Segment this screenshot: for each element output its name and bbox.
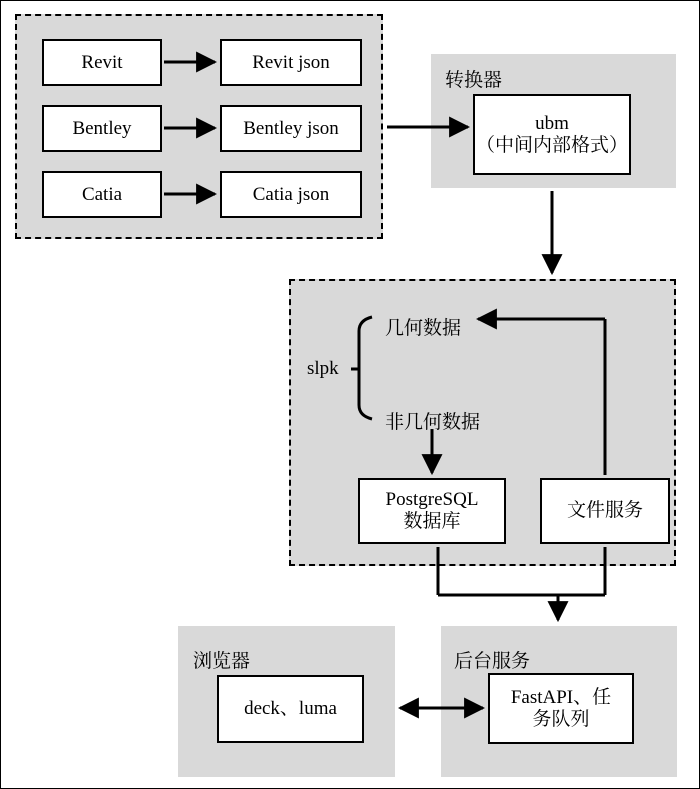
group-converter-label: 转换器 — [445, 70, 503, 91]
group-backend-label: 后台服务 — [454, 651, 531, 672]
node-fastapi-line2: 务队列 — [532, 708, 590, 730]
label-non-geometry-data: 非几何数据 — [385, 412, 481, 433]
node-revit: Revit — [42, 39, 162, 86]
label-slpk: slpk — [307, 358, 339, 379]
node-postgresql — [358, 478, 506, 544]
node-postgresql-line1: PostgreSQL — [385, 489, 479, 511]
node-catia-json: Catia json — [220, 171, 362, 218]
node-bentley: Bentley — [42, 105, 162, 152]
node-deck-luma: deck、luma — [217, 675, 364, 743]
node-catia: Catia — [42, 171, 162, 218]
node-revit-json: Revit json — [220, 39, 362, 86]
label-geometry-data: 几何数据 — [385, 318, 462, 339]
node-fastapi-queue — [488, 673, 634, 744]
node-file-service: 文件服务 — [540, 478, 670, 544]
node-fastapi-line1: FastAPI、任 — [510, 686, 612, 708]
node-ubm — [473, 94, 631, 175]
node-bentley-json: Bentley json — [220, 105, 362, 152]
node-postgresql-line2: 数据库 — [403, 511, 461, 532]
group-browser-label: 浏览器 — [193, 651, 251, 672]
node-ubm-line2: （中间内部格式） — [475, 134, 628, 156]
node-ubm-line1: ubm — [535, 112, 569, 134]
